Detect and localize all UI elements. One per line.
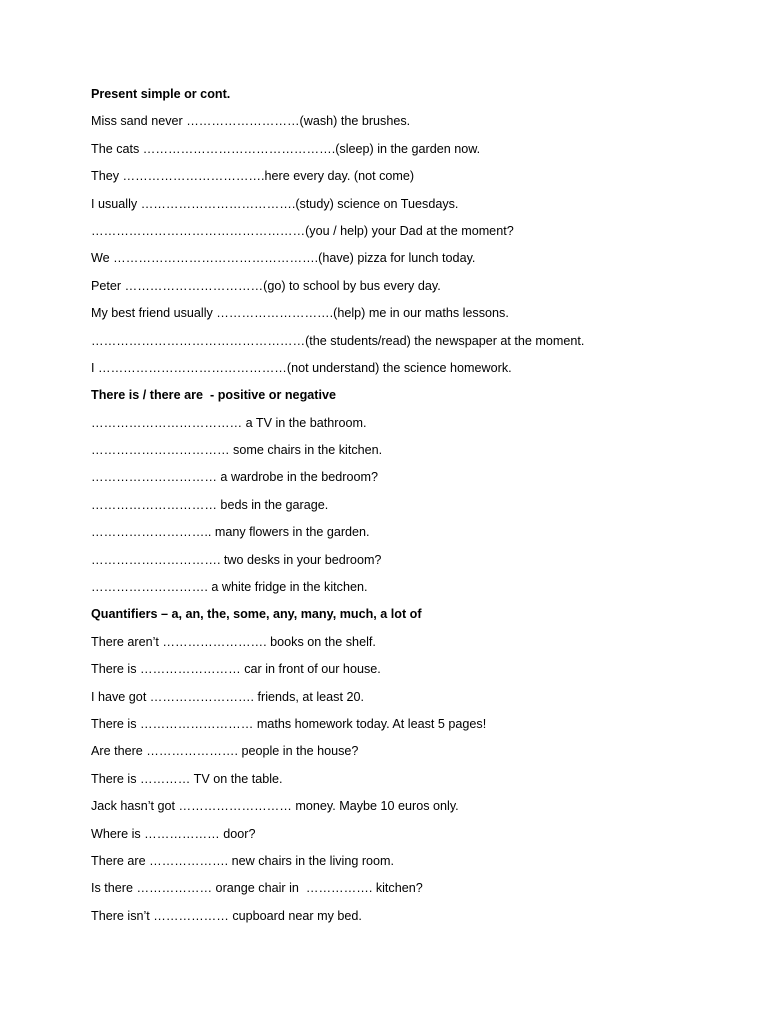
exercise-line: ……………………………………………(you / help) your Dad at the moment? — [91, 223, 514, 238]
section-heading-present-simple: Present simple or cont. — [91, 87, 231, 101]
exercise-line: ……………………………………………(the students/read) the newspaper at the moment. — [91, 333, 585, 348]
exercise-line: There is ……………………… maths homework today. At least 5 pages! — [91, 716, 487, 731]
exercise-line: Jack hasn’t got ……………………… money. Maybe 10 euros only. — [91, 799, 459, 814]
exercise-line: Miss sand never ………………………(wash) the brushes. — [91, 114, 411, 129]
exercise-line: My best friend usually ……………………….(help) me in our maths lessons. — [91, 306, 509, 321]
section-heading-there-is-there-are: There is / there are - positive or negative — [91, 388, 336, 403]
exercise-line: Where is ……………… door? — [91, 826, 256, 841]
worksheet — [91, 86, 731, 935]
exercise-line: ………………………… a wardrobe in the bedroom? — [91, 470, 378, 485]
exercise-line: Are there …………………. people in the house? — [91, 744, 359, 759]
exercise-line: …………………………. two desks in your bedroom? — [91, 552, 382, 567]
exercise-line: ………………………. a white fridge in the kitchen. — [91, 580, 368, 595]
exercise-line: ……………………………… a TV in the bathroom. — [91, 415, 367, 430]
exercise-line: There are ………………. new chairs in the living room. — [91, 853, 395, 868]
exercise-line: Peter ……………………………(go) to school by bus every day. — [91, 278, 441, 293]
exercise-line: We ………………………………………….(have) pizza for lunch today. — [91, 251, 476, 266]
exercise-line: …………………………… some chairs in the kitchen. — [91, 443, 383, 458]
exercise-line: The cats ……………………………………….(sleep) in the garden now. — [91, 141, 481, 156]
exercise-line: ………………………… beds in the garage. — [91, 497, 329, 512]
exercise-line: I have got ……………………. friends, at least 20. — [91, 689, 364, 704]
section-heading-quantifiers: Quantifiers – a, an, the, some, any, many, much, a lot of — [91, 607, 422, 622]
exercise-line: They …………………………….here every day. (not come) — [91, 169, 415, 184]
exercise-line: I usually ……………………………….(study) science on Tuesdays. — [91, 196, 459, 211]
exercise-line: There isn’t ……………… cupboard near my bed. — [91, 908, 362, 923]
exercise-line: ……………………….. many flowers in the garden. — [91, 525, 370, 540]
exercise-line: There aren’t ……………………. books on the shelf. — [91, 634, 376, 649]
exercise-line: There is …………………… car in front of our house. — [91, 662, 381, 677]
exercise-line: I ………………………………………(not understand) the science homework. — [91, 360, 512, 375]
exercise-line: Is there ……………… orange chair in ……………. kitchen? — [91, 881, 423, 896]
exercise-line: There is ………… TV on the table. — [91, 771, 283, 786]
